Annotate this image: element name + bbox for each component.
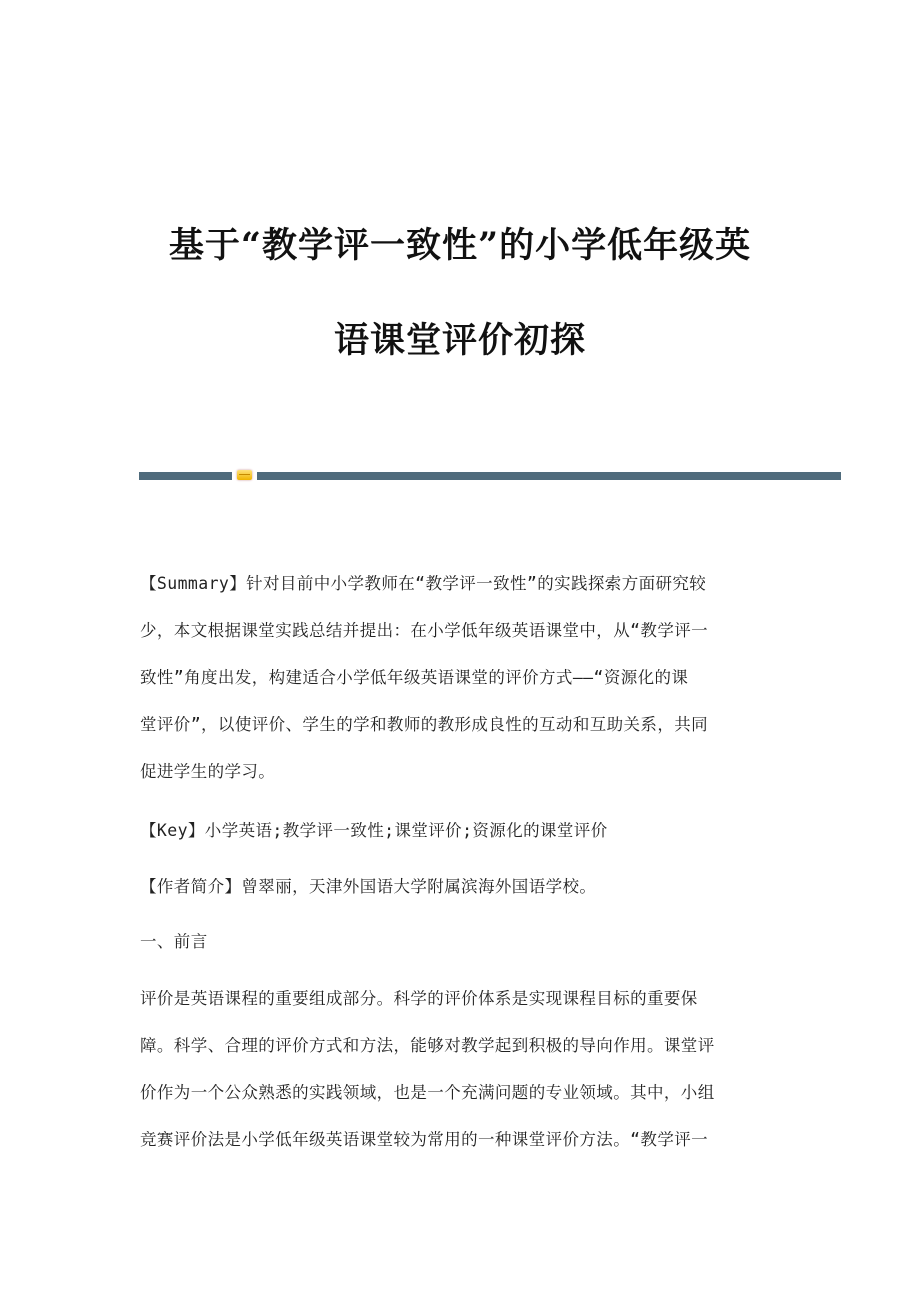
keywords: 【Key】小学英语;教学评一致性;课堂评价;资源化的课堂评价 <box>140 821 608 840</box>
summary-line: 致性”角度出发，构建适合小学低年级英语课堂的评价方式——“资源化的课 <box>140 668 689 687</box>
summary-line: 促进学生的学习。 <box>140 762 276 781</box>
intro-line: 评价是英语课程的重要组成部分。科学的评价体系是实现课程目标的重要保 <box>140 989 698 1008</box>
divider-left <box>139 472 232 480</box>
intro-line: 价作为一个公众熟悉的实践领域，也是一个充满问题的专业领域。其中，小组 <box>140 1083 715 1102</box>
summary-line: 【Summary】针对目前中小学教师在“教学评一致性”的实践探索方面研究较 <box>140 574 707 593</box>
section-heading: 一、前言 <box>140 932 208 951</box>
divider-ornament-icon <box>237 470 252 480</box>
intro-line: 竞赛评价法是小学低年级英语课堂较为常用的一种课堂评价方法。“教学评一 <box>140 1130 709 1149</box>
summary-line: 堂评价”，以使评价、学生的学和教师的教形成良性的互动和互助关系，共同 <box>140 715 709 734</box>
summary-line: 少，本文根据课堂实践总结并提出：在小学低年级英语课堂中，从“教学评一 <box>140 621 709 640</box>
author-info: 【作者简介】曾翠丽，天津外国语大学附属滨海外国语学校。 <box>140 877 597 896</box>
divider-right <box>257 472 841 480</box>
document-title-line-1: 基于“教学评一致性”的小学低年级英 <box>168 225 752 266</box>
document-title-line-2: 语课堂评价初探 <box>333 320 586 361</box>
intro-line: 障。科学、合理的评价方式和方法，能够对教学起到积极的导向作用。课堂评 <box>140 1036 715 1055</box>
